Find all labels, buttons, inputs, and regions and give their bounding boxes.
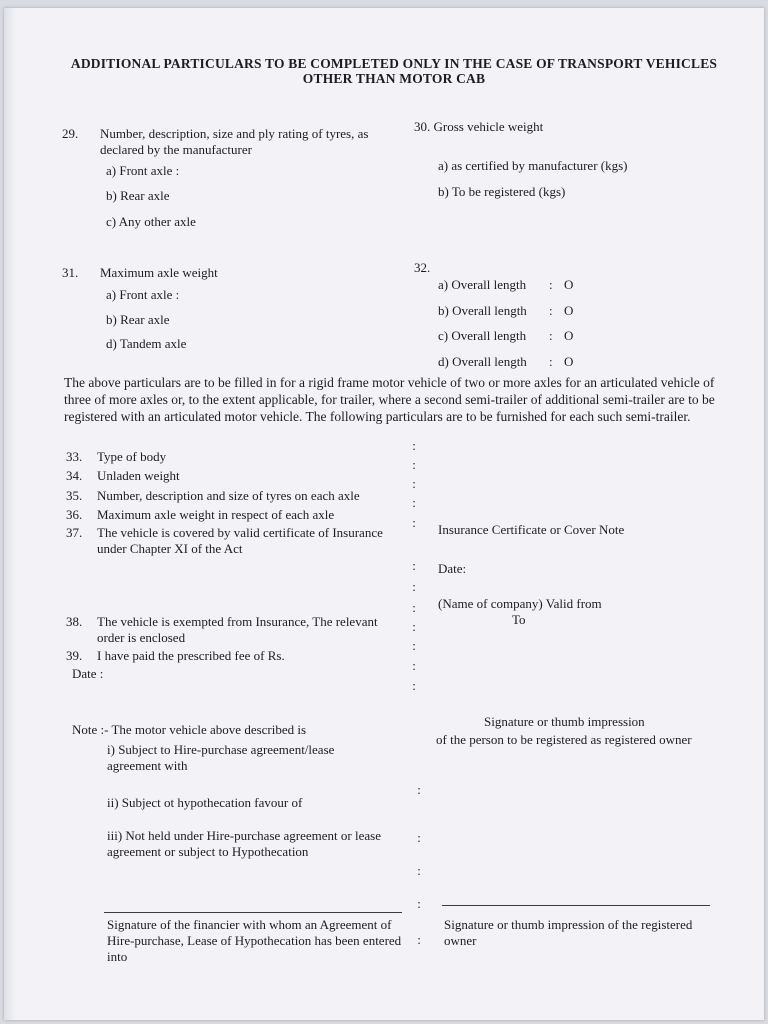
- item-30-a: a) as certified by manufacturer (kgs): [438, 158, 628, 173]
- colon-separator: :: [412, 600, 416, 615]
- signature-label-line2: of the person to be registered as registered owner: [436, 732, 692, 747]
- colon-separator: :: [417, 932, 421, 947]
- item-32-a-value: O: [564, 277, 574, 292]
- item-32-d-value: O: [564, 354, 574, 369]
- instructions-paragraph: The above particulars are to be filled in for a rigid frame motor vehicle of two or more axles for an articulated vehicle of three of more axles or, to the extent applicable, for trailer, where a second semi-trailer of additional semi-trailer are to be registered with an articulated motor vehicle. The following particulars are to be furnished for each such semi-trailer.: [64, 375, 715, 424]
- item-30-b: b) To be registered (kgs): [438, 184, 566, 199]
- insurance-company-label: (Name of company) Valid from: [438, 596, 602, 611]
- colon-separator: :: [412, 638, 416, 653]
- owner-signature-line: [442, 905, 710, 906]
- item-33-text: Type of body: [97, 449, 167, 464]
- item-31-front-axle: a) Front axle :: [106, 287, 180, 302]
- item-38-number: 38.: [66, 614, 83, 629]
- note-item-ii: ii) Subject ot hypothecation favour of: [107, 795, 303, 810]
- insurance-certificate-label: Insurance Certificate or Cover Note: [438, 522, 625, 537]
- item-32-c-value: O: [564, 328, 574, 343]
- item-36-number: 36.: [66, 507, 83, 522]
- item-30-heading: 30. Gross vehicle weight: [414, 119, 544, 134]
- financier-signature-label: Signature of the financier with whom an Agreement of Hire-purchase, Lease of Hypothecation has been entered into: [107, 917, 402, 964]
- item-31-rear-axle: b) Rear axle: [106, 312, 170, 327]
- item-39-text: I have paid the prescribed fee of Rs.: [97, 648, 285, 663]
- item-31-tandem-axle: d) Tandem axle: [106, 336, 187, 351]
- colon-separator: :: [417, 863, 421, 878]
- item-37-text: The vehicle is covered by valid certificate of Insurance under Chapter XI of the Act: [97, 525, 383, 556]
- form-page: [4, 8, 764, 1020]
- insurance-valid-to-label: To: [512, 612, 526, 627]
- form-title-line1: ADDITIONAL PARTICULARS TO BE COMPLETED ONLY IN THE CASE OF TRANSPORT VEHICLES: [70, 56, 718, 71]
- item-32-d-label: d) Overall length: [438, 354, 527, 369]
- insurance-date-label: Date:: [438, 561, 467, 576]
- item-32-a-label: a) Overall length: [438, 277, 527, 292]
- item-32-b-value: O: [564, 303, 574, 318]
- item-39-number: 39.: [66, 648, 83, 663]
- item-37-number: 37.: [66, 525, 83, 540]
- item-35-number: 35.: [66, 488, 83, 503]
- item-34-text: Unladen weight: [97, 468, 180, 483]
- date-label: Date :: [72, 666, 104, 681]
- colon-separator: :: [412, 678, 416, 693]
- item-29-other-axle: c) Any other axle: [106, 214, 196, 229]
- item-32-c-label: c) Overall length: [438, 328, 527, 343]
- colon-separator: :: [412, 495, 416, 510]
- colon-separator: :: [412, 579, 416, 594]
- item-32-c-colon: :: [549, 328, 553, 343]
- colon-separator: :: [412, 658, 416, 673]
- item-31-heading: Maximum axle weight: [100, 265, 218, 280]
- signature-label-line1: Signature or thumb impression: [484, 714, 645, 729]
- item-36-text: Maximum axle weight in respect of each axle: [97, 507, 335, 522]
- colon-separator: :: [417, 896, 421, 911]
- item-29-text: Number, description, size and ply rating of tyres, as declared by the manufacturer: [100, 126, 369, 157]
- owner-signature-label: Signature or thumb impression of the registered owner: [444, 917, 693, 948]
- colon-separator: :: [412, 515, 416, 530]
- note-item-iii: iii) Not held under Hire-purchase agreement or lease agreement or subject to Hypothecation: [107, 828, 381, 859]
- item-29-rear-axle: b) Rear axle: [106, 188, 170, 203]
- colon-separator: :: [412, 476, 416, 491]
- note-item-i: i) Subject to Hire-purchase agreement/lease agreement with: [107, 742, 335, 773]
- colon-separator: :: [412, 457, 416, 472]
- item-33-number: 33.: [66, 449, 83, 464]
- colon-separator: :: [417, 782, 421, 797]
- colon-separator: :: [412, 558, 416, 573]
- colon-separator: :: [412, 438, 416, 453]
- item-35-text: Number, description and size of tyres on each axle: [97, 488, 360, 503]
- item-32-number: 32.: [414, 260, 431, 275]
- item-31-number: 31.: [62, 265, 79, 280]
- item-29-number: 29.: [62, 126, 79, 141]
- item-38-text: The vehicle is exempted from Insurance, The relevant order is enclosed: [97, 614, 378, 645]
- form-title-line2: OTHER THAN MOTOR CAB: [302, 71, 486, 86]
- item-34-number: 34.: [66, 468, 83, 483]
- financier-signature-line: [104, 912, 402, 913]
- colon-separator: :: [417, 830, 421, 845]
- item-32-d-colon: :: [549, 354, 553, 369]
- colon-separator: :: [412, 619, 416, 634]
- item-32-b-colon: :: [549, 303, 553, 318]
- item-32-b-label: b) Overall length: [438, 303, 527, 318]
- note-label: Note :- The motor vehicle above described is: [72, 722, 307, 737]
- item-29-front-axle: a) Front axle :: [106, 163, 180, 178]
- item-32-a-colon: :: [549, 277, 553, 292]
